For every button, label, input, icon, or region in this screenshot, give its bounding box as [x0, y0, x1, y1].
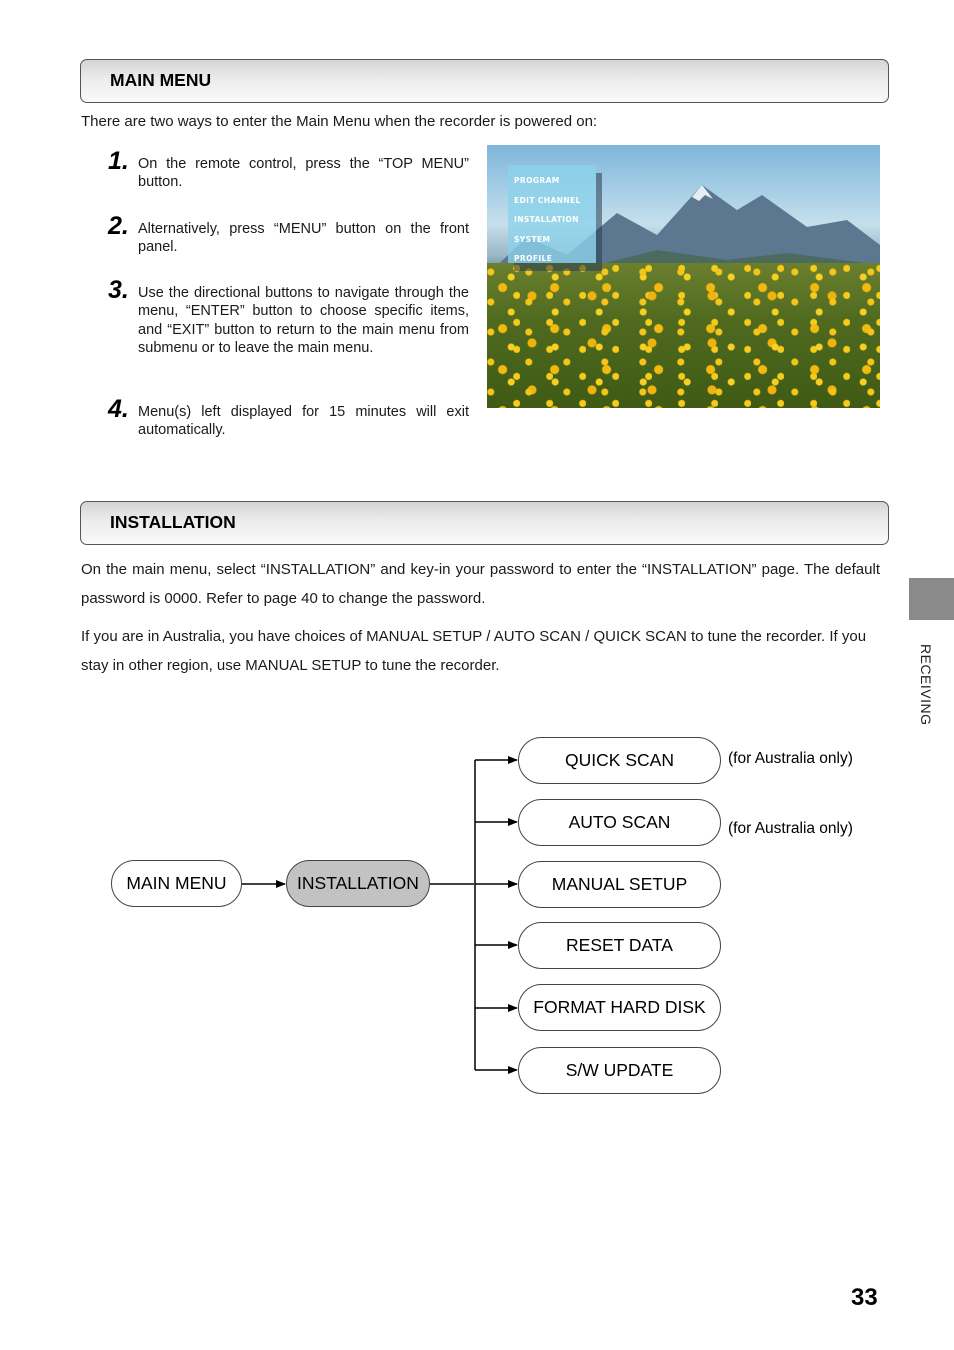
diagram-manual-setup-box: MANUAL SETUP [518, 861, 721, 908]
installation-paragraph-2: If you are in Australia, you have choices of MANUAL SETUP / AUTO SCAN / QUICK SCAN to tune the recorder. If you stay in other region, use MANUAL SETUP to tune the recorder. [81, 628, 867, 674]
step-text: On the remote control, press the “TOP MENU” button. [138, 156, 469, 191]
auto-scan-note: (for Australia only) [728, 820, 853, 837]
diagram-sw-update-box: S/W UPDATE [518, 1047, 721, 1094]
osd-item-edit-channel: EDIT CHANNEL [514, 195, 581, 205]
osd-item-system: SYSTEM [514, 234, 551, 244]
step-number: 4. [108, 395, 129, 423]
main-menu-intro: There are two ways to enter the Main Menu when the recorder is powered on: [81, 113, 598, 130]
diagram-installation-box: INSTALLATION [286, 860, 430, 907]
step-number: 3. [108, 276, 129, 304]
step-number: 1. [108, 147, 129, 175]
installation-section-title: INSTALLATION [110, 512, 236, 532]
main-menu-section-title: MAIN MENU [110, 70, 212, 90]
diagram-auto-scan-box: AUTO SCAN [518, 799, 721, 846]
quick-scan-note: (for Australia only) [728, 750, 853, 767]
page-number: 33 [851, 1284, 878, 1311]
osd-item-profile: PROFILE [514, 254, 553, 263]
diagram-quick-scan-box: QUICK SCAN [518, 737, 721, 784]
diagram-format-hard-disk-box: FORMAT HARD DISK [518, 984, 721, 1031]
osd-item-program: PROGRAM [514, 176, 560, 185]
osd-item-installation: INSTALLATION [514, 215, 579, 224]
installation-paragraph-1: On the main menu, select “INSTALLATION” and key-in your password to enter the “INSTALLATION” page. The default password is 0000. Refer to page 40 to change the password. [81, 561, 880, 607]
chapter-side-label: RECEIVING [918, 644, 934, 726]
diagram-main-menu-box: MAIN MENU [111, 860, 242, 907]
step-number: 2. [108, 212, 129, 240]
step-text: Alternatively, press “MENU” button on the front panel. [138, 221, 469, 256]
step-text: Menu(s) left displayed for 15 minutes will exit automatically. [138, 404, 469, 439]
chapter-tab-marker [909, 578, 954, 620]
diagram-reset-data-box: RESET DATA [518, 922, 721, 969]
step-text: Use the directional buttons to navigate through the menu, “ENTER” button to choose specific items, and “EXIT” button to return to the main menu from submenu or to leave the main menu. [138, 285, 469, 356]
